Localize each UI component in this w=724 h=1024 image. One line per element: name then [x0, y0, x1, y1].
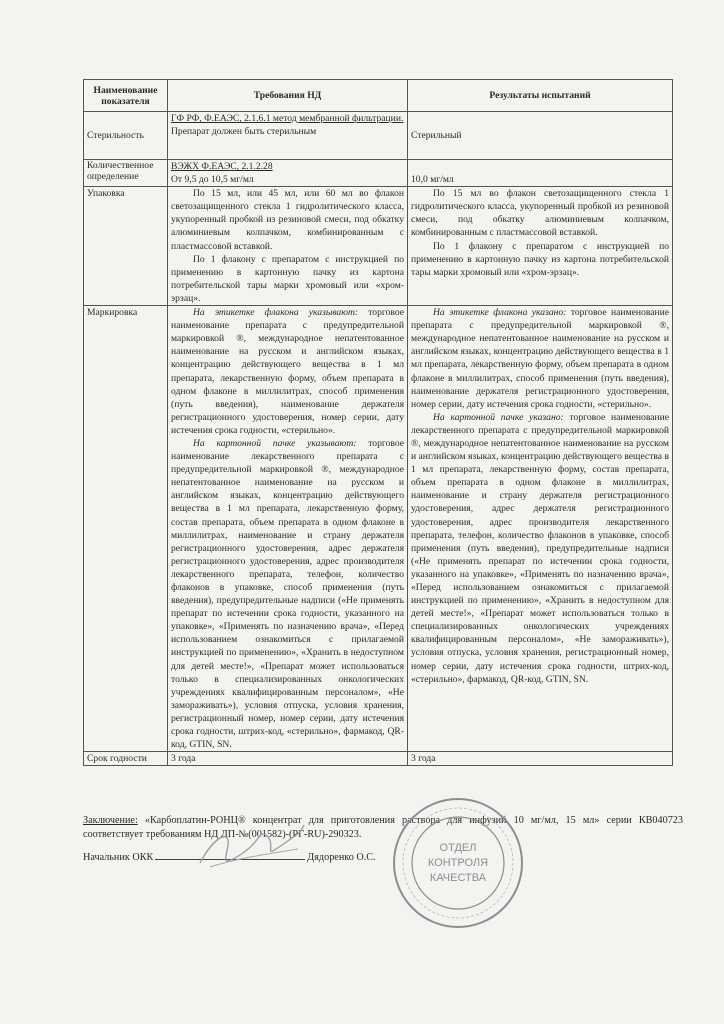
table-row-packaging	[84, 187, 673, 306]
sterility-requirement	[168, 112, 408, 160]
packaging-res-p1: По 15 мл во флакон светозащищенного стекла 1 гидролитического класса, укупоренный пробкой из резиновой смеси, под обкатку алюминиевым колпачком, комбинированным с пластмассовой вставкой.	[411, 188, 669, 239]
conclusion-text: «Карбоплатин-РОНЦ® концентрат для приготовления раствора для инфузий 10 мг/мл, 15 мл» серии КВ040723 соответствует требованиям НД ЛП-№(001582)-(РГ-RU)-290323.	[83, 815, 683, 840]
conclusion-label: Заключение:	[83, 815, 138, 826]
marking-req-text-1: торговое наименование препарата с предупредительной маркировкой ®, международное непатентованное наименование на русском и английском языках, концентрацию действующего вещества в 1 мл препарата, лекарственную форму, объем препарата в одном флаконе в миллилитрах, способ применения (путь введения), наименование держателя регистрационного удостоверения, номер серии, дату истечения срока годности, «стерильно».	[171, 307, 405, 436]
shelf-life-requirement: 3 года	[168, 752, 408, 766]
header-indicator: Наименование показателя	[84, 80, 168, 112]
marking-res-label	[411, 306, 669, 411]
stamp-line-2: КОНТРОЛЯ	[427, 857, 489, 869]
packaging-req-p1: По 15 мл, или 45 мл, или 60 мл во флакон светозащищенного стекла 1 гидролитического класса, укупоренный пробкой из резиновой смеси, под обкатку алюминиевым колпачком, комбинированным с пластмассовой вставкой.	[171, 188, 404, 252]
marking-res-text-1: торговое наименование препарата с предупредительной маркировкой ®, международное непатентованное наименование на русском и английском языках, концентрацию действующего вещества в 1 мл препарата, лекарственную форму, объем препарата в одном флаконе в миллилитрах, способ применения (путь введения), наименование держателя регистрационного удостоверения, номер серии, дату истечения срока годности, «стерильно».	[411, 307, 670, 410]
signer-name: Дядоренко О.С.	[307, 852, 376, 863]
row-name: Стерильность	[84, 112, 168, 160]
table-row-quantity	[84, 160, 673, 187]
conclusion	[83, 814, 683, 842]
marking-requirement	[168, 306, 408, 752]
handwritten-signature	[190, 815, 310, 875]
table-row-shelf-life	[84, 752, 673, 766]
packaging-req-p2: По 1 флакону с препаратом с инструкцией по применению в картонную пачку из картона потребительской тары марки хромовый или «хром-эрзац».	[171, 253, 404, 304]
marking-req-label	[171, 306, 404, 437]
marking-req-label-2: На картонной пачке указывают:	[193, 437, 357, 449]
sterility-result: Стерильный	[408, 112, 673, 160]
row-name: Упаковка	[84, 187, 168, 306]
row-name: Срок годности	[84, 752, 168, 766]
spec-table	[83, 79, 673, 766]
quantity-requirement	[168, 160, 408, 187]
marking-result	[408, 306, 673, 752]
shelf-life-result: 3 года	[408, 752, 673, 766]
marking-res-label-2: На картонной пачке указано:	[433, 411, 564, 423]
stamp-line-3: КАЧЕСТВА	[429, 872, 487, 884]
quantity-result: 10,0 мг/мл	[408, 160, 673, 187]
packaging-result	[408, 187, 673, 306]
marking-req-label-1: На этикетке флакона указывают:	[193, 307, 359, 319]
quantity-range: От 9,5 до 10,5 мг/мл	[171, 174, 254, 186]
packaging-requirement	[168, 187, 408, 306]
table-row-sterility	[84, 112, 673, 160]
header-results: Результаты испытаний	[408, 80, 673, 112]
marking-req-text-2: торговое наименование лекарственного препарата с предупредительной маркировкой ®, международное непатентованное наименование на русском и английском языках, концентрацию действующего вещества в 1 мл препарата, лекарственную форму, состав препарата, объем препарата в одном флаконе в миллилитрах, наименование и страну держателя регистрационного удостоверения, адрес держателя регистрационного удостоверения, адрес производителя лекарственного препарата, телефон, количество флаконов в упаковке, способ применения (путь введения), предупредительные надписи («Не применять препарат по истечении срока годности, указанного на упаковке», «Применять по назначению врача», «Перед использованием ознакомиться с прилагаемой инструкцией по применению», «Хранить в недоступном для детей месте!», «Препарат может использоваться только в специализированных онкологических учреждениях квалифицированным персоналом», «Не замораживать»), условия отпуска, условия хранения, регистрационный номер, номер серии, дату истечения срока годности, штрих-код, «стерильно», фармакод, QR-код, GTIN, SN.	[171, 437, 405, 751]
marking-req-box	[171, 437, 404, 751]
quantity-method: ВЭЖХ Ф.ЕАЭС, 2.1.2.28	[171, 161, 273, 172]
quality-control-stamp	[388, 793, 528, 933]
table-row-marking	[84, 306, 673, 752]
row-name: Количественное определение	[84, 160, 168, 187]
marking-res-text-2: торговое наименование лекарственного препарата с предупредительной маркировкой ®, международное непатентованное наименование на русском и английском языках, концентрацию действующего вещества в 1 мл препарата, лекарственную форму, состав препарата, объем препарата в одном флаконе в миллилитрах, наименование и страну держателя регистрационного удостоверения, адрес держателя регистрационного удостоверения, адрес производителя лекарственного препарата, телефон, количество флаконов в упаковке, способ применения (путь введения), предупредительные надписи («Не применять препарат по истечении срока годности, указанного на упаковке», «Применять по назначению врача», «Перед использованием ознакомиться с прилагаемой инструкцией по применению», «Хранить в недоступном для детей месте!», «Препарат может использоваться только в специализированных онкологических учреждениях квалифицированным персоналом», «Не замораживать»), условия отпуска, условия хранения, регистрационный номер, номер серии, дату истечения срока годности, штрих-код, «стерильно», фармакод, QR-код, GTIN, SN.	[411, 411, 670, 685]
marking-res-box	[411, 411, 669, 686]
table-header-row	[84, 80, 673, 112]
sterility-criterion: Препарат должен быть стерильным	[171, 126, 317, 138]
stamp-line-1: ОТДЕЛ	[439, 842, 477, 854]
packaging-res-p2: По 1 флакону с препаратом с инструкцией по применению в картонную пачку из картона потребительской тары марки хромовый или «хром-эрзац».	[411, 240, 669, 278]
row-name: Маркировка	[84, 306, 168, 752]
header-requirements: Требования НД	[168, 80, 408, 112]
signer-title: Начальник ОКК	[83, 852, 154, 863]
sterility-method: ГФ РФ, Ф.ЕАЭС, 2.1.6.1 метод мембранной фильтрации.	[171, 113, 404, 124]
marking-res-label-1: На этикетке флакона указано:	[433, 307, 567, 319]
